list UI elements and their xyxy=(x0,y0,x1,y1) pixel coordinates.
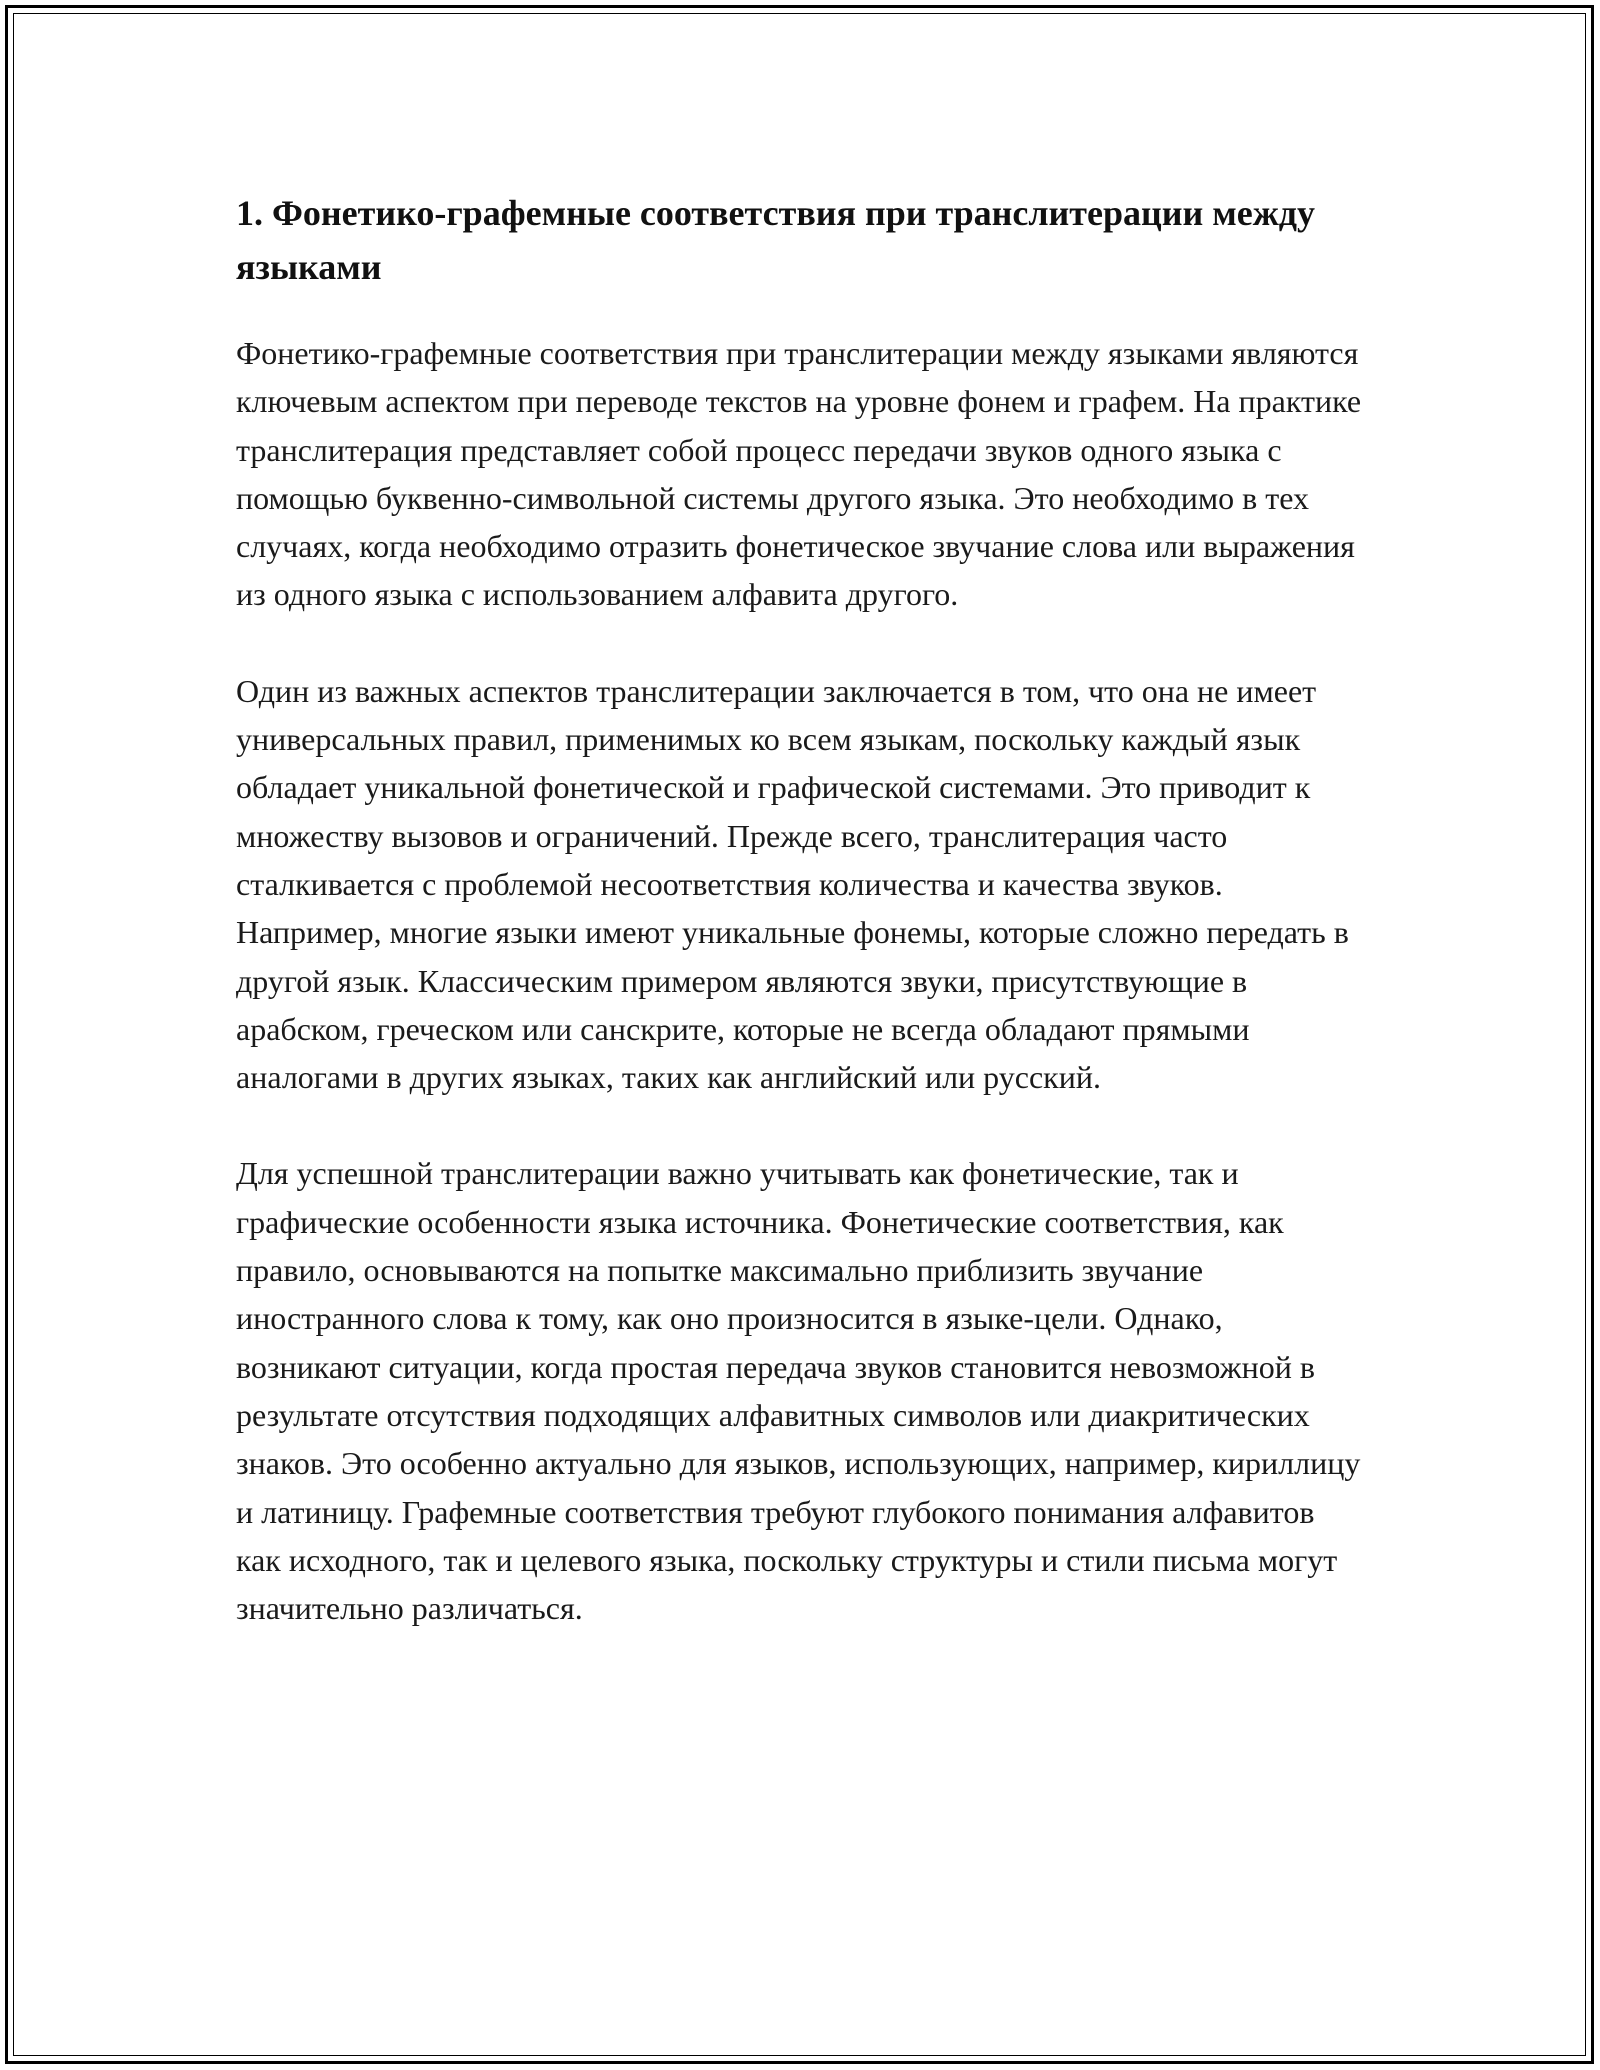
section-heading: 1. Фонетико-графемные соответствия при транслитерации между языками xyxy=(236,193,1316,287)
paragraph-3: Для успешной транслитерации важно учитывать как фонетические, так и графические особенности языка источника. Фонетические соответствия, как правило, основываются на попытке максимально приблизить звучание иностранного слова к тому, как оно произносится в языке-цели. Однако, возникают ситуации, когда простая передача звуков становится невозможной в результате отсутствия подходящих алфавитных символов или диакритических знаков. Это особенно актуально для языков, использующих, например, кириллицу и латиницу. Графемные соответствия требуют глубокого понимания алфавитов как исходного, так и целевого языка, поскольку структуры и стили письма могут значительно различаться. xyxy=(236,1155,1361,1627)
document-body xyxy=(236,186,1366,1632)
paragraph-1: Фонетико-графемные соответствия при транслитерации между языками являются ключевым аспектом при переводе текстов на уровне фонем и графем. На практике транслитерация представляет собой процесс передачи звуков одного языка с помощью буквенно-символьной системы другого языка. Это необходимо в тех случаях, когда необходимо отразить фонетическое звучание слова или выражения из одного языка с использованием алфавита другого. xyxy=(236,335,1362,613)
paragraph-2: Один из важных аспектов транслитерации заключается в том, что она не имеет универсальных правил, применимых ко всем языкам, поскольку каждый язык обладает уникальной фонетической и графической системами. Это приводит к множеству вызовов и ограничений. Прежде всего, транслитерация часто сталкивается с проблемой несоответствия количества и качества звуков. Например, многие языки имеют уникальные фонемы, которые сложно передать в другой язык. Классическим примером являются звуки, присутствующие в арабском, греческом или санскрите, которые не всегда обладают прямыми аналогами в других языках, таких как английский или русский. xyxy=(236,672,1349,1096)
